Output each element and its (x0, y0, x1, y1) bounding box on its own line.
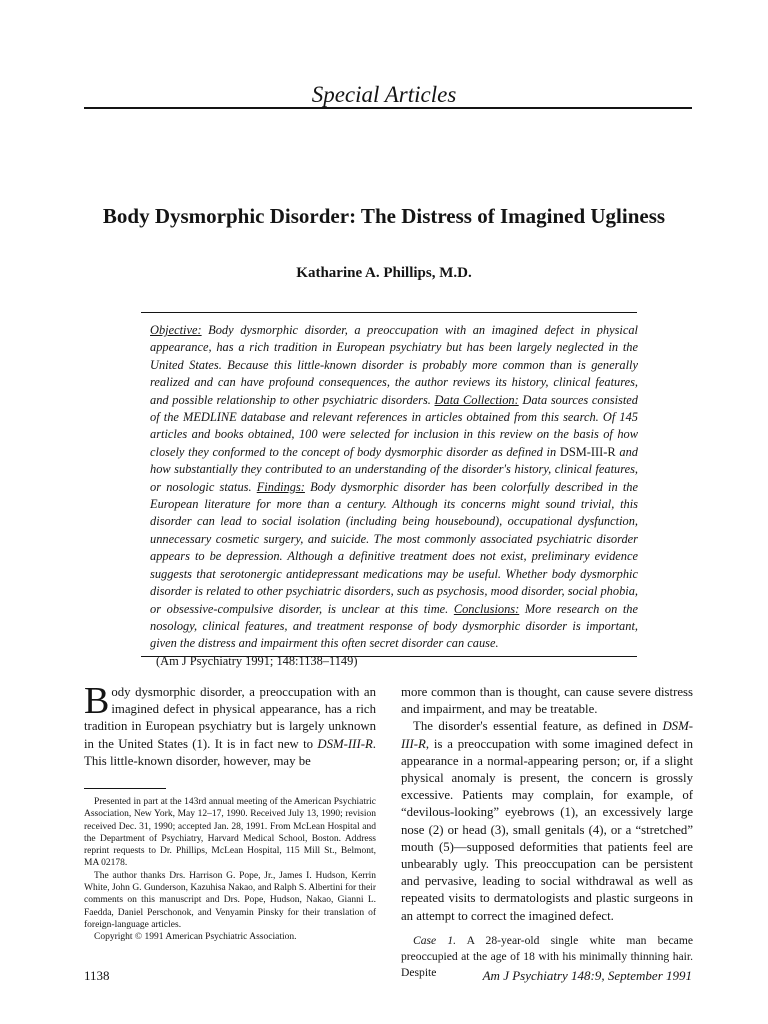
abstract-rule-bottom (141, 656, 637, 657)
abstract-conclusions-text: More research on the nosology, clinical features, and treatment response of body dysmorphic disorder is important, given the distress and impairment this often secret disorder can cause. (150, 601, 638, 651)
abstract-findings-label: Findings: (256, 479, 305, 494)
abstract-data-text-2: and how substantially they contributed to an understanding of the disorder's history, clinical features, or nosologic status. (150, 444, 638, 494)
abstract-objective-label: Objective: (150, 323, 202, 337)
body-right-para-2-a: The disorder's essential feature, as defined in (413, 719, 663, 734)
footnote-rule (84, 788, 166, 789)
body-column-left (84, 680, 376, 770)
abstract-data-text: Data sources consisted of the MEDLINE database and relevant references in articles obtained from this search. Of 145 articles and books obtained, 100 were selected for inclusion in this review on the basis of how closely they conformed to the concept of body dysmorphic disorder as defined in (150, 392, 638, 459)
journal-reference: Am J Psychiatry 148:9, September 1991 (482, 968, 692, 983)
footnote-presented: Presented in part at the 143rd annual meeting of the American Psychiatric Association, New York, May 12–17, 1990. Received July 13, 1990; revision received Dec. 31, 1990; accepted Jan. 28, 1991. From McLean Hospital and the Department of Psychiatry, Harvard Medical School, Boston. Address reprint requests to Dr. Phillips, McLean Hospital, 115 Mill St., Belmont, MA 02178. (84, 797, 376, 869)
abstract-objective-text: Body dysmorphic disorder, a preoccupation with an imagined defect in physical appearance, has a rich tradition in European psychiatry but has been largely neglected in the United States. Because this little-known disorder is probably more common than is generally realized and can have profound consequences, the author reviews its history, clinical features, and possible relationship to other psychiatric disorders. (150, 323, 638, 407)
body-column-right (401, 684, 693, 981)
body-left-text: ody dysmorphic disorder, a preoccupation with an imagined defect in physical appearance, has a rich tradition in European psychiatry but is largely unknown in the United States (1). It is in fact new to (84, 685, 376, 751)
abstract-citation: (Am J Psychiatry 1991; 148:1138–1149) (156, 653, 358, 668)
abstract-conclusions-label: Conclusions: (453, 601, 520, 616)
body-right-para-2 (401, 718, 693, 924)
body-left-text-2: . This little-known disorder, however, may be (84, 736, 376, 768)
footnotes (84, 796, 376, 944)
abstract-rule-top (141, 312, 637, 313)
footnote-copyright: Copyright © 1991 American Psychiatric Association. (94, 932, 297, 943)
footnote-acknowledgments: The author thanks Drs. Harrison G. Pope, Jr., James I. Hudson, Kerrin White, John G. Gunderson, Kazuhisa Nakao, and Ralph S. Albertini for their comments on this manuscript and Drs. Pope, Hudson, Nakao, Gianni L. Faedda, Daniel Perschonok, and Venyamin Pinsky for their translation of foreign-language articles. (84, 870, 376, 930)
author-name: Katharine A. Phillips, M.D. (296, 265, 472, 281)
body-right-para-2-b: , is a preoccupation with some imagined defect in appearance in a normal-appearing person; or, if a slight physical anomaly is present, the concern is grossly excessive. Patients may complain, for example, of “devilous-looking” eyebrows (1), an excessively large nose (2) or head (3), small genitals (4), or a “stretched” mouth (5)—supposed deformities that patients feel are unbearably ugly. This preoccupation can be persistent and pervasive, leading to social withdrawal as well as repeated visits to dermatologists and plastic surgeons in an attempt to correct the imagined defect. (401, 736, 693, 923)
abstract (150, 322, 638, 670)
header-rule (84, 107, 692, 109)
case-text: A 28-year-old single white man became preoccupied at the age of 18 with his minimally thinning hair. Despite (401, 933, 693, 979)
page-number: 1138 (84, 968, 110, 983)
abstract-dsm: DSM-III-R (559, 444, 616, 459)
body-right-dsm: DSM-III-R (401, 719, 693, 751)
section-title: Special Articles (311, 82, 457, 107)
abstract-data-label: Data Collection: (434, 392, 519, 407)
drop-cap: B (84, 680, 110, 722)
body-right-para-1: more common than is thought, can cause severe distress and impairment, and may be treatable. (401, 685, 693, 717)
case-label: Case 1. (413, 933, 457, 947)
article-title: Body Dysmorphic Disorder: The Distress of Imagined Ugliness (102, 204, 666, 228)
abstract-findings-text: Body dysmorphic disorder has been colorfully described in the European literature for more than a century. Although its concerns might sound trivial, this disorder can lead to social isolation (including being housebound), occupational dysfunction, unnecessary cosmetic surgery, and suicide. The most commonly associated psychiatric disorder appears to be depression. Although a definitive treatment does not exist, preliminary evidence suggests that serotonergic antidepressant medications may be useful. Whether body dysmorphic disorder is related to other psychiatric disorders, such as psychosis, mood disorder, social phobia, or obsessive-compulsive disorder, is unclear at this time. (150, 479, 638, 616)
body-left-dsm: DSM-III-R (317, 736, 373, 751)
